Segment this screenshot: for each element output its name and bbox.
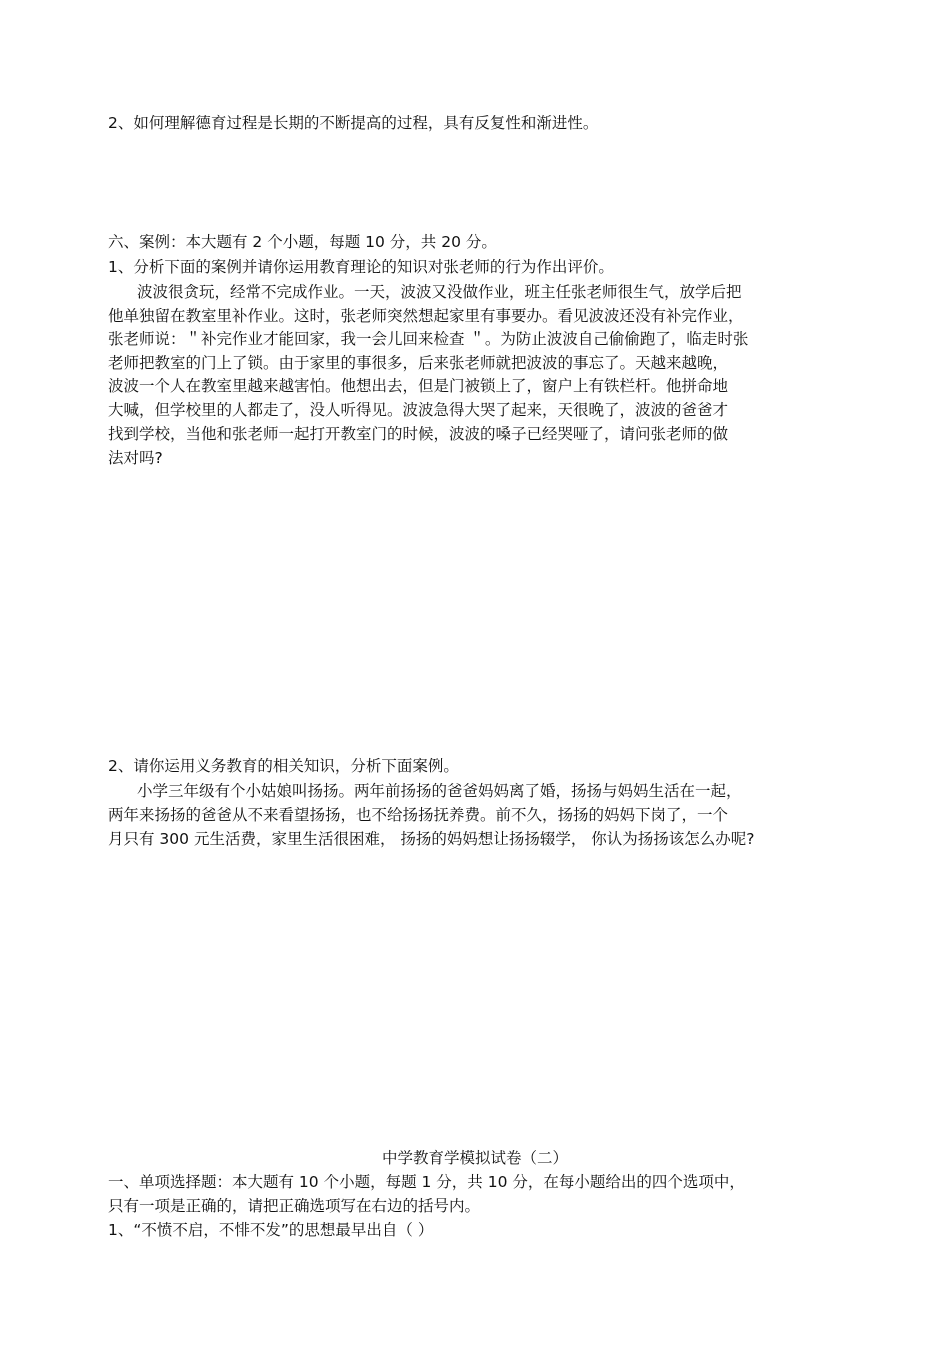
- section-6-heading: 六、案例：本大题有 2 个小题，每题 10 分，共 20 分。: [108, 233, 497, 251]
- case-1-line: 找到学校，当他和张老师一起打开教室门的时候，波波的嗓子已经哭哑了，请问张老师的做: [108, 425, 729, 443]
- exam-2-section-1-line: 只有一项是正确的，请把正确选项写在右边的括号内。: [108, 1197, 481, 1215]
- case-1-line: 法对吗?: [108, 449, 163, 467]
- case-2-line: 小学三年级有个小姑娘叫扬扬。两年前扬扬的爸爸妈妈离了婚，扬扬与妈妈生活在一起，: [137, 782, 742, 800]
- case-2-line: 月只有 300 元生活费，家里生活很困难， 扬扬的妈妈想让扬扬辍学， 你认为扬扬该怎么办呢?: [108, 830, 755, 848]
- question-2-text: 2、如何理解德育过程是长期的不断提高的过程，具有反复性和渐进性。: [108, 114, 599, 132]
- exam-2-section-1-line: 一、单项选择题：本大题有 10 个小题，每题 1 分，共 10 分，在每小题给出的四个选项中，: [108, 1173, 745, 1191]
- exam-2-question-1: 1、“不愤不启，不悱不发”的思想最早出自（ ）: [108, 1221, 434, 1239]
- case-1-line: 大喊，但学校里的人都走了，没人听得见。波波急得大哭了起来，天很晚了，波波的爸爸才: [108, 401, 729, 419]
- case-1-line: 波波一个人在教室里越来越害怕。他想出去，但是门被锁上了，窗户上有铁栏杆。他拼命地: [108, 377, 729, 395]
- case-1-line: 老师把教室的门上了锁。由于家里的事很多，后来张老师就把波波的事忘了。天越来越晚，: [108, 354, 729, 372]
- case-2-prompt: 2、请你运用义务教育的相关知识，分析下面案例。: [108, 757, 459, 775]
- case-1-line: 张老师说：＂补完作业才能回家，我一会儿回来检查 ＂。为防止波波自己偷偷跑了，临走时张: [108, 330, 749, 348]
- case-1-prompt: 1、分析下面的案例并请你运用教育理论的知识对张老师的行为作出评价。: [108, 258, 614, 276]
- exam-2-title: 中学教育学模拟试卷（二）: [381, 1149, 568, 1167]
- case-1-line: 他单独留在教室里补作业。这时，张老师突然想起家里有事要办。看见波波还没有补完作业，: [108, 307, 744, 325]
- case-2-line: 两年来扬扬的爸爸从不来看望扬扬，也不给扬扬抚养费。前不久，扬扬的妈妈下岗了，一个: [108, 806, 729, 824]
- case-1-line: 波波很贪玩，经常不完成作业。一天，波波又没做作业，班主任张老师很生气，放学后把: [137, 283, 742, 301]
